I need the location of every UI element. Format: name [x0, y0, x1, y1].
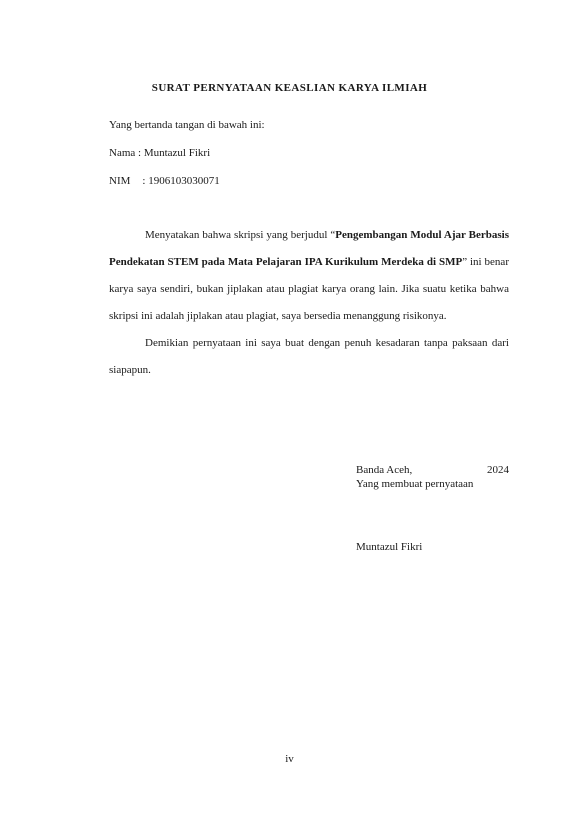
- page-number: iv: [285, 753, 294, 765]
- nim-value: : 1906103030071: [142, 175, 220, 187]
- statement-body: [109, 222, 509, 384]
- nim-label: NIM: [109, 175, 131, 187]
- statement-paragraph: [109, 222, 509, 330]
- signature-place-date: [356, 463, 509, 477]
- thesis-title: Pengembangan Modul Ajar Berbasis Pendekatan STEM pada Mata Pelajaran IPA Kurikulum Merdeka di SMP: [109, 229, 510, 268]
- signature-year: 2024: [487, 464, 509, 476]
- signature-role: Yang membuat pernyataan: [356, 478, 474, 490]
- signature-block: [356, 463, 509, 491]
- statement-after: ” ini benar karya saya sendiri, bukan jiplakan atau plagiat karya orang lain. Jika suatu ketika bahwa skripsi ini adalah jiplakan atau plagiat, saya bersedia menanggung risikonya.: [109, 256, 509, 322]
- statement-before: Menyatakan bahwa skripsi yang berjudul “: [145, 229, 336, 241]
- nim-line: [109, 175, 220, 187]
- closing-paragraph: Demikian pernyataan ini saya buat dengan penuh kesadaran tanpa paksaan dari siapapun.: [109, 337, 509, 376]
- intro-line: Yang bertanda tangan di bawah ini:: [109, 119, 265, 131]
- signature-place: Banda Aceh,: [356, 464, 413, 476]
- signature-name: Muntazul Fikri: [356, 541, 423, 553]
- document-title: SURAT PERNYATAAN KEASLIAN KARYA ILMIAH: [151, 82, 428, 94]
- name-line: Nama : Muntazul Fikri: [109, 147, 211, 159]
